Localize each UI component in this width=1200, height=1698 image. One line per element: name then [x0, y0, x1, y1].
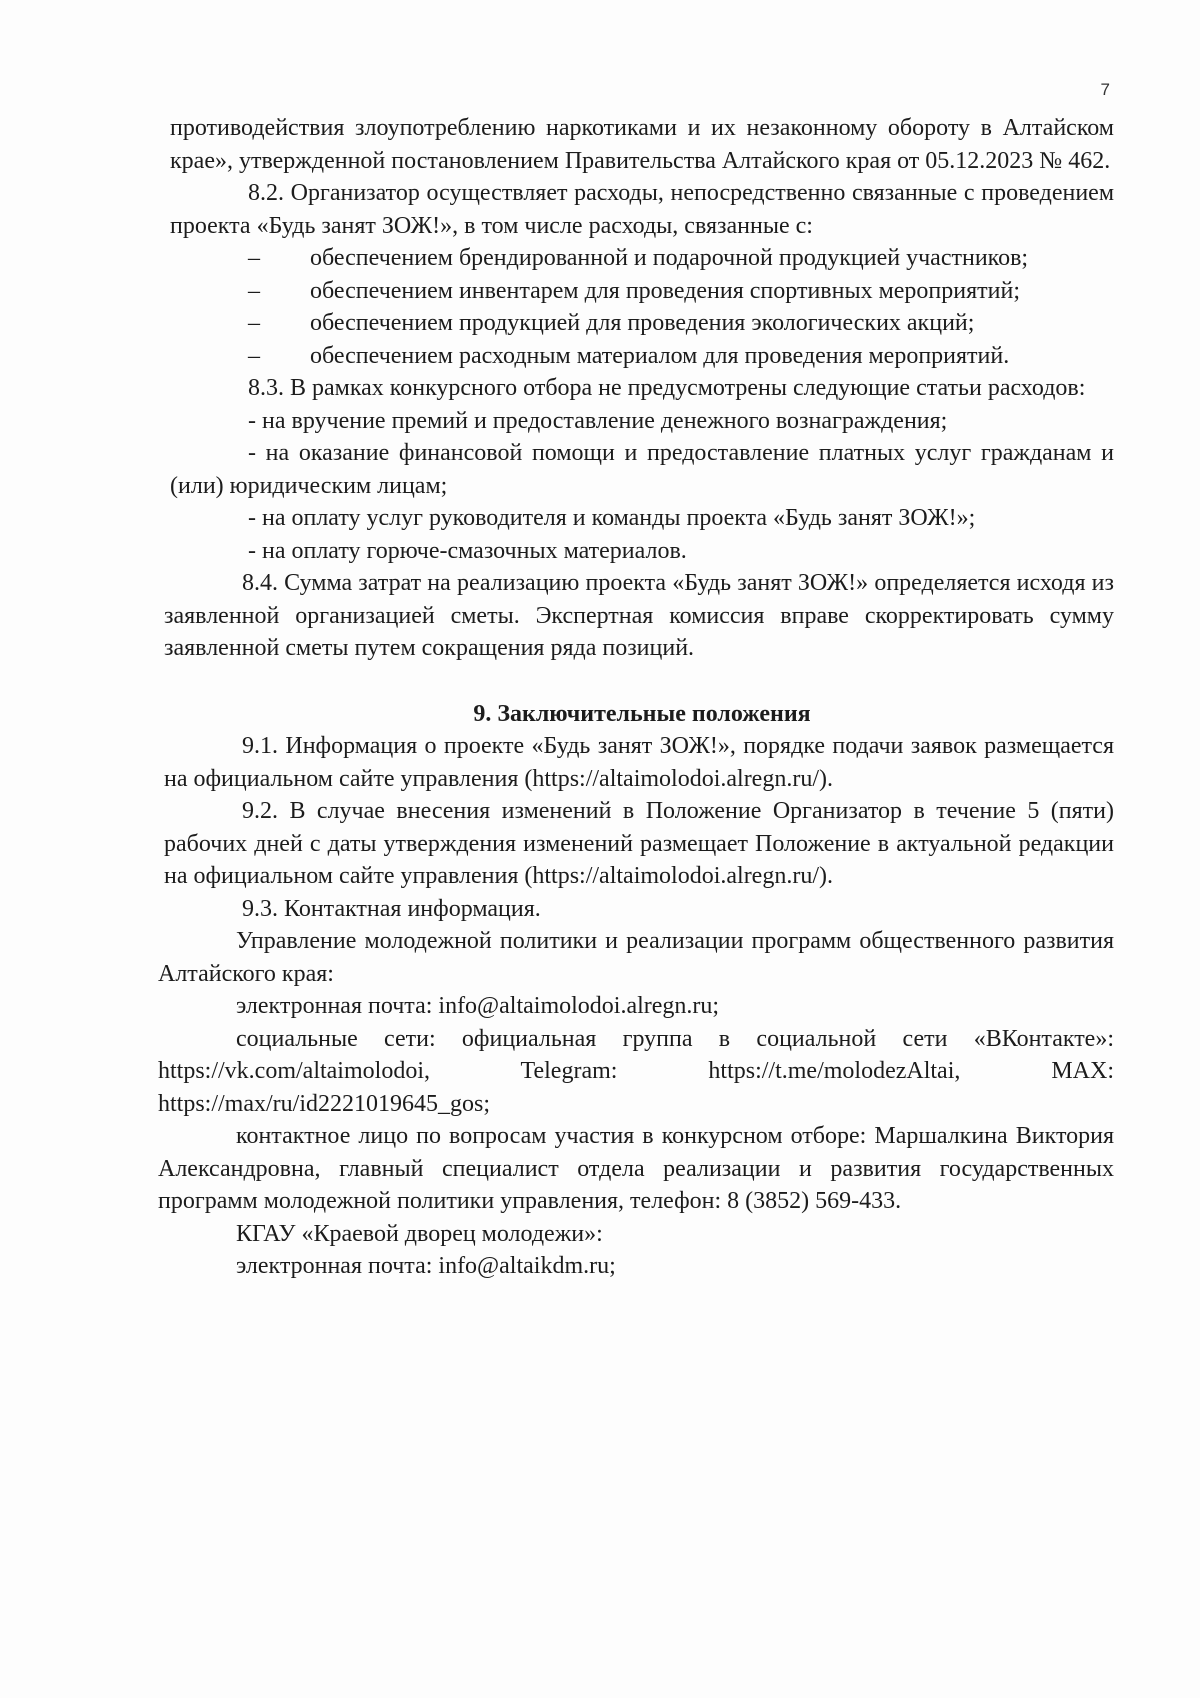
paragraph-9-2: 9.2. В случае внесения изменений в Положение Организатор в течение 5 (пяти) рабочих дней с даты утверждения изменений размещает Положение в актуальной редакции на официальном сайте управления (https://altaimolodoi.alregn.ru/).: [164, 798, 1114, 889]
section-9-heading: 9. Заключительные положения: [473, 700, 811, 727]
contact-org1-name: Управление молодежной политики и реализации программ общественного развития Алтайского края:: [158, 928, 1114, 987]
paragraph-8-3: 8.3. В рамках конкурсного отбора не предусмотрены следующие статьи расходов:: [248, 375, 1086, 401]
page-number: 7: [1100, 80, 1110, 99]
expense-item: [170, 307, 1114, 340]
expense-item-text: обеспечением расходным материалом для проведения мероприятий.: [310, 342, 1010, 369]
document-body: [158, 112, 1114, 1283]
paragraph-8-2: 8.2. Организатор осуществляет расходы, непосредственно связанные с проведением проекта «Будь занят ЗОЖ!», в том числе расходы, связанные с:: [170, 180, 1114, 239]
not-covered-item: - на оказание финансовой помощи и предоставление платных услуг гражданам и (или) юридическим лицам;: [170, 440, 1114, 499]
paragraph-9-3: 9.3. Контактная информация.: [242, 895, 541, 922]
expense-item-text: обеспечением продукцией для проведения экологических акций;: [310, 310, 975, 336]
not-covered-item: - на оплату услуг руководителя и команды проекта «Будь занят ЗОЖ!»;: [248, 505, 976, 531]
contact-org1-person: контактное лицо по вопросам участия в конкурсном отборе: Маршалкина Виктория Александровна, главный специалист отдела реализации и развития государственных программ молодежной политики управления, телефон: 8 (3852) 569-433.: [158, 1123, 1114, 1214]
paragraph-8-4: 8.4. Сумма затрат на реализацию проекта «Будь занят ЗОЖ!» определяется исходя из заявленной организацией сметы. Экспертная комиссия вправе скорректировать сумму заявленной сметы путем сокращения ряда позиций.: [164, 570, 1114, 661]
dash-marker: –: [248, 245, 260, 271]
contact-org1-email: электронная почта: info@altaimolodoi.alregn.ru;: [236, 993, 720, 1019]
contact-org1-social: социальные сети: официальная группа в социальной сети «ВКонтакте»: https://vk.com/altaimolodoi, Telegram: https://t.me/molodezAltai, MAX: https://max/ru/id2221019645_gos;: [158, 1025, 1114, 1117]
contact-org2-name: КГАУ «Краевой дворец молодежи»:: [236, 1220, 603, 1247]
dash-marker: –: [248, 310, 260, 336]
expense-item: [170, 242, 1114, 275]
paragraph-9-1: 9.1. Информация о проекте «Будь занят ЗОЖ!», порядке подачи заявок размещается на официальном сайте управления (https://altaimolodoi.alregn.ru/).: [164, 733, 1114, 792]
paragraph-continuation: противодействия злоупотреблению наркотиками и их незаконному обороту в Алтайском крае», утвержденной постановлением Правительства Алтайского края от 05.12.2023 № 462.: [170, 115, 1114, 174]
expense-item: [170, 340, 1114, 373]
contact-org2-email: электронная почта: info@altaikdm.ru;: [236, 1253, 616, 1279]
not-covered-item: - на вручение премий и предоставление денежного вознаграждения;: [248, 407, 948, 434]
expense-item-text: обеспечением брендированной и подарочной продукцией участников;: [310, 245, 1029, 271]
dash-marker: –: [248, 277, 260, 304]
expense-item-text: обеспечением инвентарем для проведения спортивных мероприятий;: [310, 277, 1021, 304]
dash-marker: –: [248, 342, 260, 369]
not-covered-item: - на оплату горюче-смазочных материалов.: [248, 537, 687, 564]
expense-item: [170, 275, 1114, 308]
